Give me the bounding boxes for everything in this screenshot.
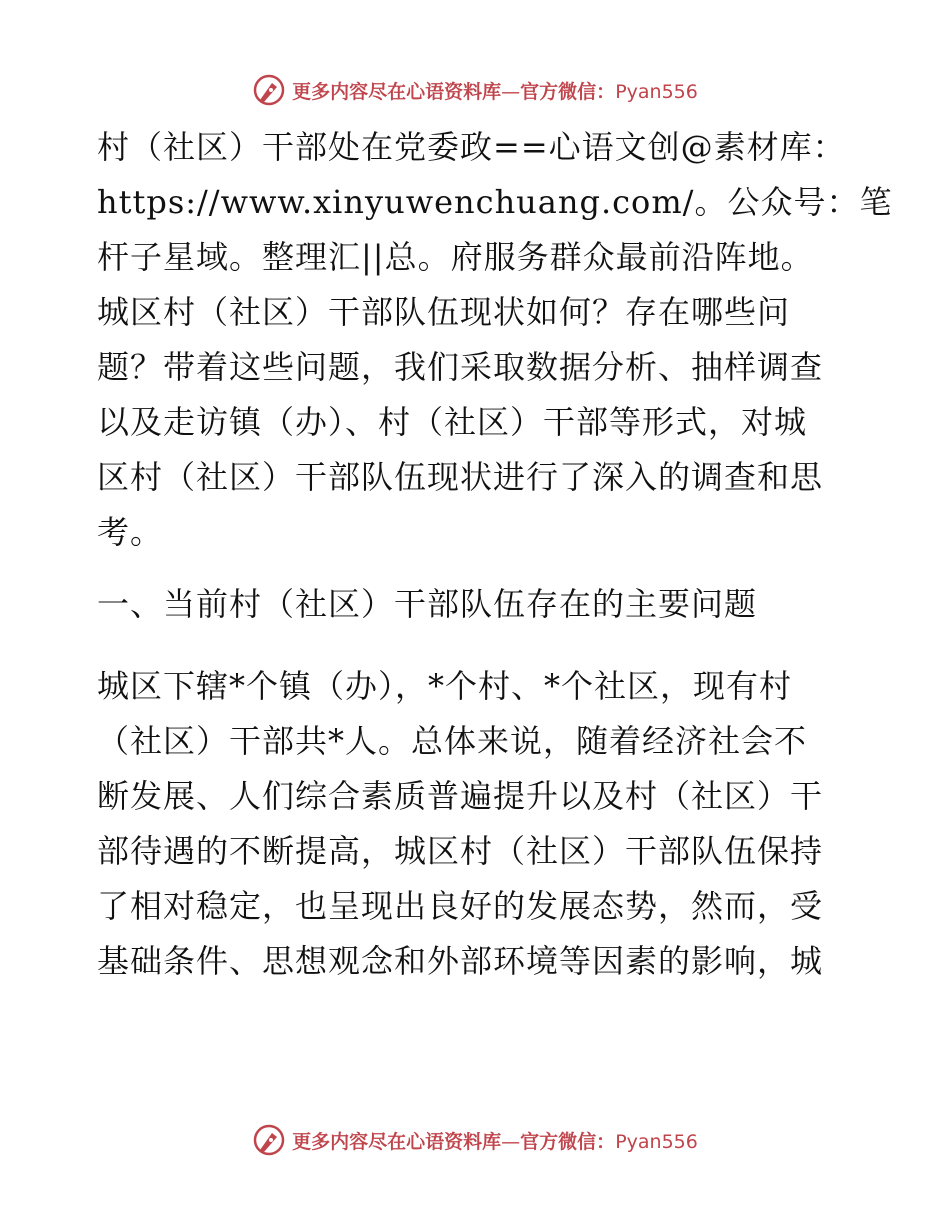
text-line: 部待遇的不断提高，城区村（社区）干部队伍保持 bbox=[97, 831, 824, 870]
text-line: 城区下辖*个镇（办），*个村、*个社区，现有村 bbox=[97, 666, 793, 705]
text-line: https://www.xinyuwenchuang.com/。公众号：笔 bbox=[97, 183, 893, 221]
watermark-text bbox=[292, 1127, 698, 1154]
watermark-separator: — bbox=[501, 80, 521, 103]
paragraph-problems bbox=[97, 659, 857, 989]
text-line: 以及走访镇（办）、村（社区）干部等形式，对城 bbox=[97, 403, 808, 441]
text-line: 基础条件、思想观念和外部环境等因素的影响，城 bbox=[97, 941, 824, 980]
text-line: 城区村（社区）干部队伍现状如何？存在哪些问 bbox=[97, 293, 791, 331]
text-line: 区村（社区）干部队伍现状进行了深入的调查和思 bbox=[97, 458, 824, 496]
text-line: （社区）干部共*人。总体来说，随着经济社会不 bbox=[97, 721, 808, 760]
section-heading: 一、当前村（社区）干部队伍存在的主要问题 bbox=[97, 585, 758, 623]
text-line: 了相对稳定，也呈现出良好的发展态势，然而，受 bbox=[97, 886, 824, 925]
watermark-wechat-label: 官方微信： bbox=[520, 1130, 616, 1153]
watermark-text bbox=[292, 77, 698, 104]
text-line: 题？带着这些问题，我们采取数据分析、抽样调查 bbox=[97, 348, 824, 386]
text-line: 断发展、人们综合素质普遍提升以及村（社区）干 bbox=[97, 776, 824, 815]
watermark-brand: 更多内容尽在心语资料库 bbox=[292, 80, 502, 103]
header-watermark bbox=[0, 68, 950, 112]
footer-watermark bbox=[0, 1118, 950, 1162]
document-body bbox=[97, 120, 893, 989]
pen-nib-logo-icon bbox=[252, 73, 286, 107]
pen-nib-logo-icon bbox=[252, 1123, 286, 1157]
watermark-brand: 更多内容尽在心语资料库 bbox=[292, 1130, 502, 1153]
text-line: 杆子星域。整理汇||总。府服务群众最前沿阵地。 bbox=[97, 238, 814, 276]
text-line: 村（社区）干部处在党委政==心语文创@素材库： bbox=[97, 128, 846, 166]
watermark-separator: — bbox=[501, 1130, 521, 1153]
text-line: 考。 bbox=[97, 513, 164, 551]
watermark-wechat-label: 官方微信： bbox=[520, 80, 616, 103]
watermark-wechat-id: Pyan556 bbox=[615, 80, 698, 103]
watermark-wechat-id: Pyan556 bbox=[615, 1130, 698, 1153]
paragraph-intro bbox=[97, 120, 893, 560]
